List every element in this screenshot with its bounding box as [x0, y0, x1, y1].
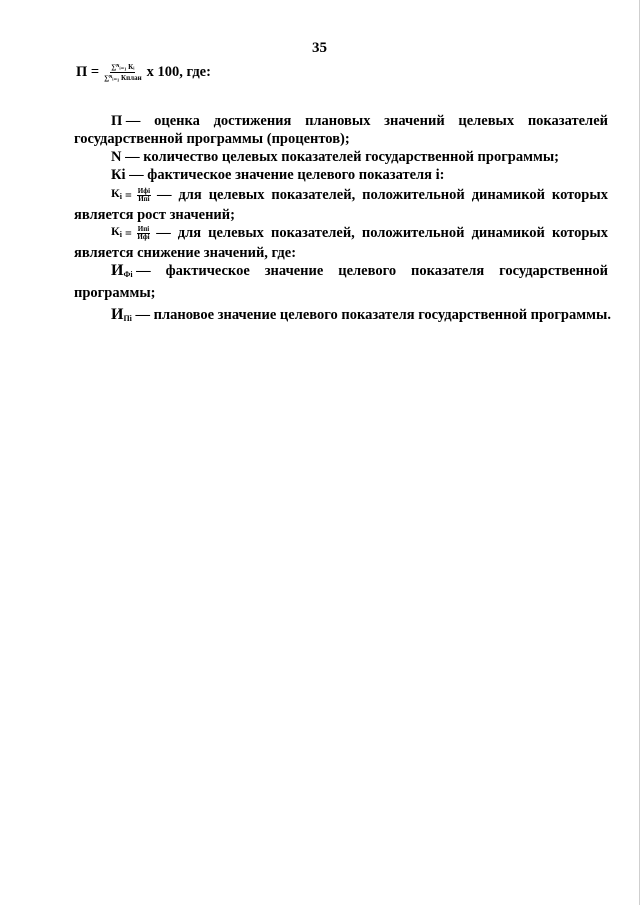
k-growth-lhs: [111, 184, 122, 206]
word: государственной: [499, 263, 608, 279]
k-decline-line1: [74, 222, 608, 244]
num-symbol: Ип: [137, 224, 148, 233]
i-fact-sub: Фi: [123, 270, 133, 279]
definition-n-line: N — количество целевых показателей государственной программы;: [111, 149, 560, 165]
definition-k-growth: [74, 184, 608, 224]
definition-p: [74, 112, 608, 148]
k-sub: i: [119, 192, 122, 201]
k-growth-formula: [111, 184, 172, 206]
formula-lhs: П =: [76, 64, 100, 80]
den-sub: i: [147, 232, 150, 241]
word: показателей: [527, 113, 608, 129]
main-formula: [76, 63, 211, 82]
formula-numerator: ∑ᴺᵢ₌₁ Кᵢ: [111, 63, 135, 71]
word: целевых: [208, 225, 264, 241]
word: которых: [551, 187, 608, 203]
num-symbol: Иф: [137, 186, 149, 195]
i-fact-line2: программы;: [74, 285, 156, 301]
word: положительной: [362, 187, 465, 203]
page-number: 35: [312, 40, 327, 56]
formula-denominator: ∑ᴺᵢ₌₁ Кплан: [104, 74, 142, 82]
word: П —: [111, 113, 141, 129]
word: которых: [551, 225, 608, 241]
den-symbol: Ип: [138, 194, 148, 203]
k-symbol: К: [111, 186, 120, 200]
word: целевого: [338, 263, 397, 279]
word: динамикой: [471, 225, 545, 241]
definition-p-line2: государственной программы (процентов);: [74, 131, 350, 147]
definition-ki: [74, 166, 608, 184]
definition-p-line1: [74, 112, 608, 130]
word: показателей,: [271, 225, 355, 241]
definition-k-decline: [74, 222, 608, 262]
i-fact-line1: [74, 262, 608, 284]
i-fact-symbol: И: [111, 262, 124, 279]
word: целевых: [208, 187, 265, 203]
word: плановых: [305, 113, 371, 129]
i-plan-line: [74, 306, 611, 328]
word: значений: [384, 113, 445, 129]
i-plan-symbol: И: [111, 306, 124, 323]
word: положительной: [361, 225, 465, 241]
word: —: [157, 187, 172, 203]
k-decline-line2: является снижение значений, где:: [74, 245, 297, 261]
word: —: [156, 225, 171, 241]
definition-i-plan: [74, 306, 611, 328]
den-sub: i: [147, 194, 150, 203]
k-decline-formula: [111, 222, 171, 244]
i-plan-text: — плановое значение целевого показателя государственной программы.: [135, 307, 611, 323]
word: фактическое: [165, 263, 250, 279]
num-sub: i: [148, 186, 151, 195]
word: для: [178, 187, 202, 203]
word: для: [177, 225, 202, 241]
word: показателя: [411, 263, 485, 279]
definition-ki-line: Кi — фактическое значение целевого показателя i:: [111, 167, 445, 183]
k-sub: i: [119, 230, 122, 239]
definition-n: [74, 148, 608, 166]
word: значение: [264, 263, 324, 279]
k-growth-fraction: [137, 188, 151, 203]
i-fact-symbol-group: [111, 262, 151, 284]
equals-sign: =: [124, 226, 132, 240]
i-plan-sub: Пi: [123, 314, 132, 323]
definition-i-fact: [74, 262, 608, 302]
k-decline-fraction: [137, 226, 150, 241]
k-decline-lhs: [111, 222, 122, 244]
den-symbol: Иф: [137, 232, 148, 241]
num-sub: i: [147, 224, 150, 233]
word: достижения: [213, 113, 292, 129]
equals-sign: =: [124, 188, 132, 202]
k-symbol: К: [111, 224, 120, 238]
formula-fraction: [103, 63, 142, 82]
word: оценка: [154, 113, 200, 129]
k-growth-denominator: [138, 196, 149, 203]
word: —: [136, 263, 151, 279]
k-decline-denominator: [137, 234, 149, 241]
word: целевых: [458, 113, 515, 129]
word: динамикой: [471, 187, 545, 203]
k-growth-line2: является рост значений;: [74, 207, 235, 223]
formula-rhs: x 100, где:: [146, 64, 211, 80]
word: показателей,: [271, 187, 356, 203]
k-growth-line1: [74, 184, 608, 206]
